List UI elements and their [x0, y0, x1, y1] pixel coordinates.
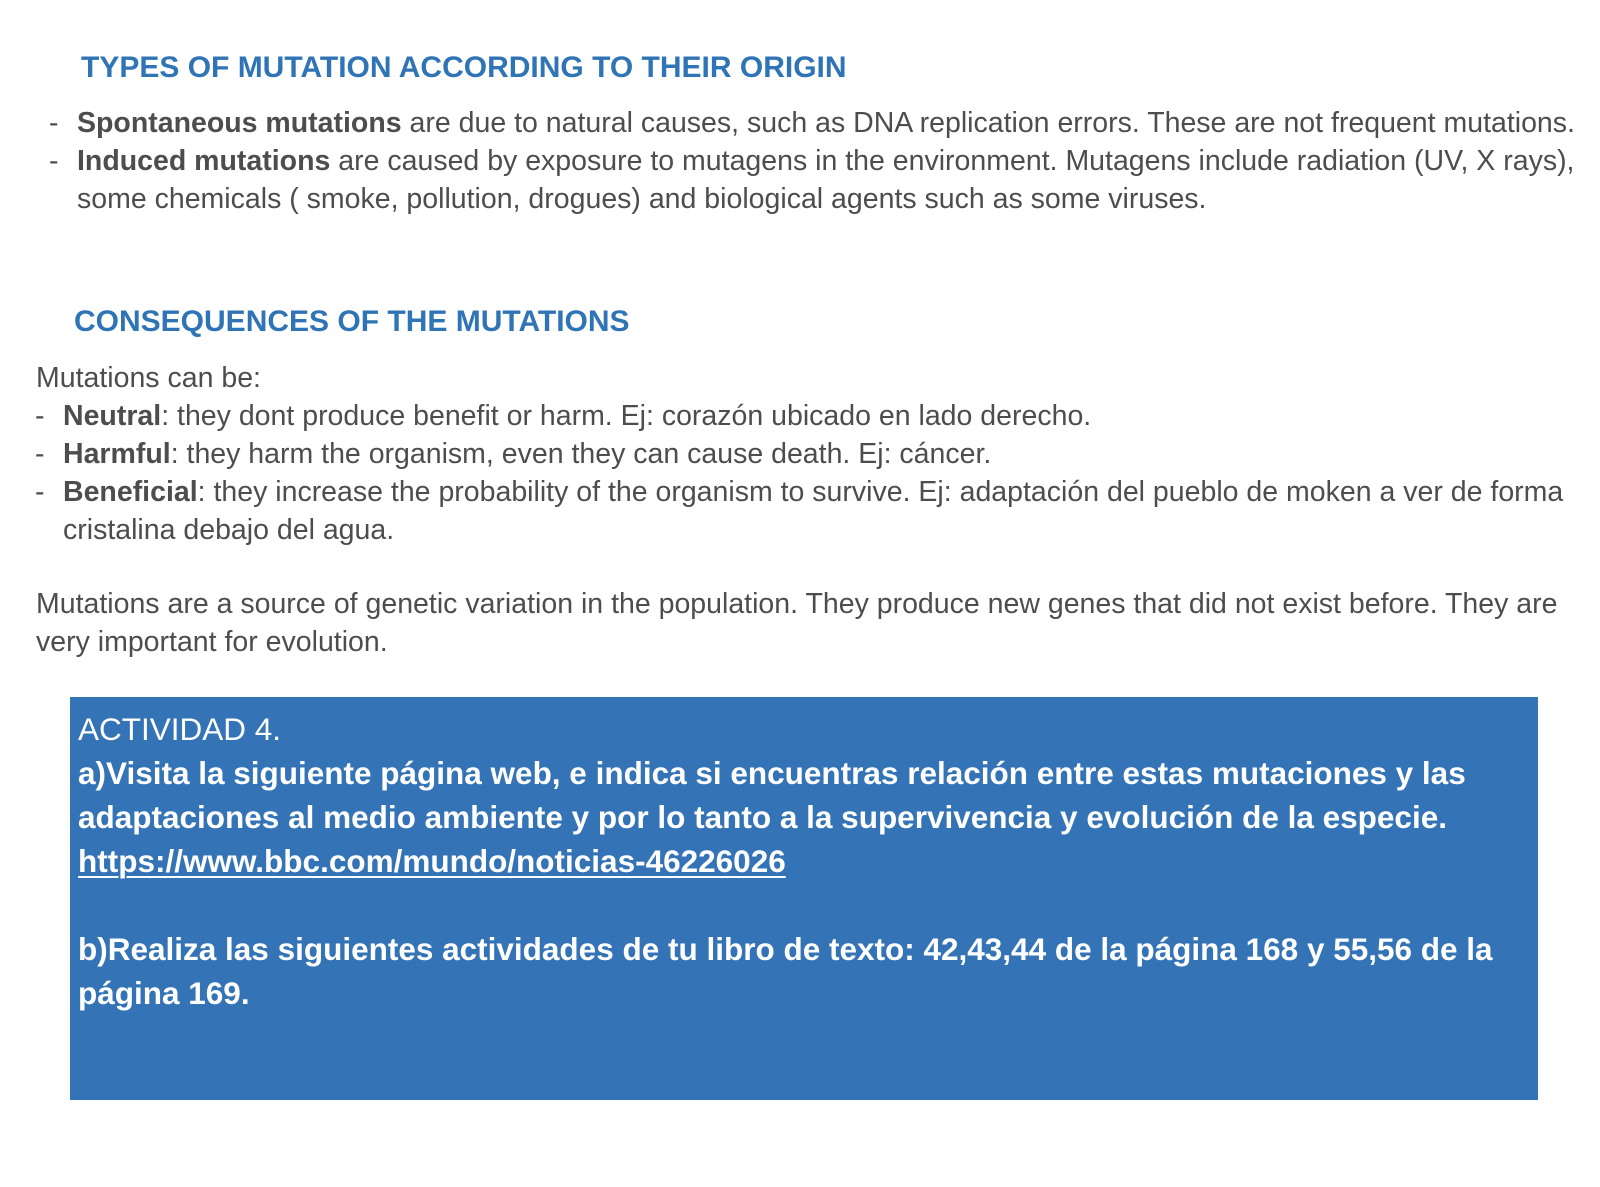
list-marker: -: [49, 145, 59, 177]
activity-part-b: b)Realiza las siguientes actividades de tu libro de texto: 42,43,44 de la página 168 y 55,56 de la página 169.: [78, 931, 1493, 1011]
term-neutral: Neutral: [63, 400, 162, 432]
definition-neutral: : they dont produce benefit or harm. Ej: corazón ubicado en lado derecho.: [161, 400, 1092, 432]
activity-title: ACTIVIDAD 4.: [78, 711, 282, 747]
blank-line: [78, 883, 1530, 927]
definition-spontaneous: are due to natural causes, such as DNA replication errors. These are not frequent mutations.: [401, 107, 1575, 139]
consequences-heading: CONSEQUENCES OF THE MUTATIONS: [74, 305, 630, 338]
activity-box: [70, 697, 1538, 1100]
definition-harmful: : they harm the organism, even they can cause death. Ej: cáncer.: [170, 438, 992, 470]
list-marker: -: [49, 107, 59, 139]
definition-beneficial: : they increase the probability of the organism to survive. Ej: adaptación del pueblo de moken a ver de forma cristalina debajo del agua.: [63, 476, 1564, 546]
consequences-list: [35, 397, 1573, 549]
list-marker: -: [35, 438, 45, 470]
list-item: [35, 397, 1573, 435]
consequences-intro: Mutations can be:: [36, 362, 261, 394]
list-marker: -: [35, 400, 45, 432]
activity-part-a: a)Visita la siguiente página web, e indica si encuentras relación entre estas mutaciones y las adaptaciones al medio ambiente y por lo tanto a la supervivencia y evolución de la especie.: [78, 755, 1466, 835]
term-harmful: Harmful: [63, 438, 171, 470]
term-spontaneous: Spontaneous mutations: [77, 107, 402, 139]
definition-induced: are caused by exposure to mutagens in the environment. Mutagens include radiation (UV, X rays), some chemicals ( smoke, pollution, drogues) and biological agents such as some viruses.: [77, 145, 1575, 215]
list-item: [35, 473, 1573, 549]
types-list: [49, 104, 1587, 218]
types-heading: TYPES OF MUTATION ACCORDING TO THEIR ORIGIN: [81, 51, 847, 84]
term-induced: Induced mutations: [77, 145, 331, 177]
list-item: [49, 104, 1587, 142]
bbc-article-link[interactable]: https://www.bbc.com/mundo/noticias-46226026: [78, 843, 786, 879]
closing-paragraph: Mutations are a source of genetic variation in the population. They produce new genes that did not exist before. They are very important for evolution.: [36, 588, 1558, 658]
list-item: [49, 142, 1587, 218]
list-item: [35, 435, 1573, 473]
term-beneficial: Beneficial: [63, 476, 198, 508]
list-marker: -: [35, 476, 45, 508]
